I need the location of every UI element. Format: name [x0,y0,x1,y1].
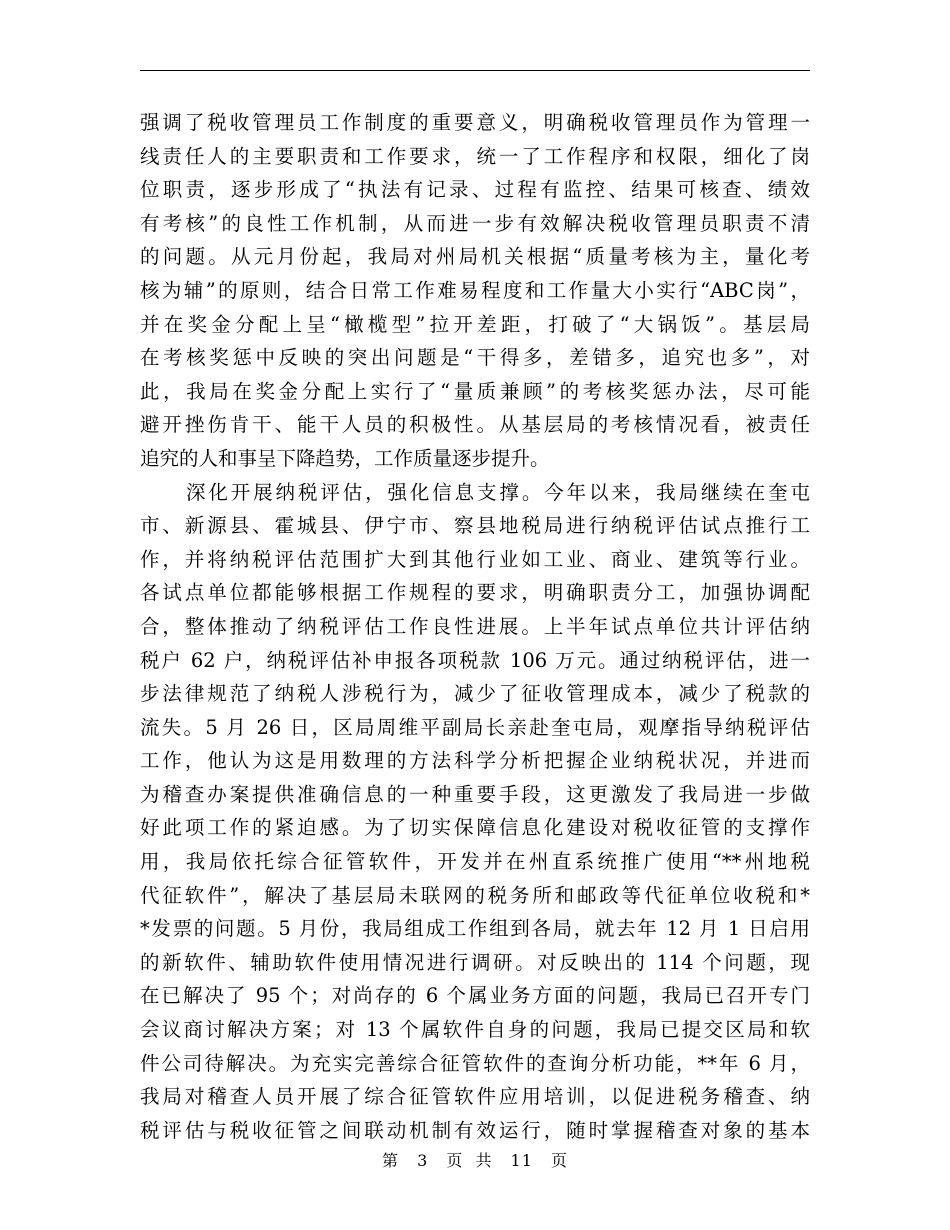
page-footer [0,1148,950,1171]
text-line: 税户 62 户，纳税评估补申报各项税款 106 万元。通过纳税评估，进一 [140,648,810,672]
paragraph-start-line: 深化开展纳税评估，强化信息支撑。今年以来，我局继续在奎屯 [186,480,810,504]
text-line: 并在奖金分配上呈“橄榄型”拉开差距，打破了“大锅饭”。基层局 [140,312,810,336]
text-line: 线责任人的主要职责和工作要求，统一了工作程序和权限，细化了岗 [140,144,810,168]
text-line: 工作，他认为这是用数理的方法科学分析把握企业纳税状况，并进而 [140,749,810,773]
text-line: 各试点单位都能够根据工作规程的要求，明确职责分工，加强协调配 [140,581,810,605]
text-line: 的新软件、辅助软件使用情况进行调研。对反映出的 114 个问题，现 [140,950,810,974]
text-line: 有考核”的良性工作机制，从而进一步有效解决税收管理员职责不清 [140,211,810,235]
text-line: *发票的问题。5 月份，我局组成工作组到各局，就去年 12 月 1 日启用 [140,917,810,941]
footer-middle: 页 共 [446,1151,493,1170]
text-line: 作，并将纳税评估范围扩大到其他行业如工业、商业、建筑等行业。 [140,547,810,571]
footer-suffix: 页 [551,1151,569,1170]
text-line: 为稽查办案提供准确信息的一种重要手段，这更激发了我局进一步做 [140,782,810,806]
text-line: 追究的人和事呈下降趋势，工作质量逐步提升。 [140,446,550,470]
text-line: 位职责，逐步形成了“执法有记录、过程有监控、结果可核查、绩效 [140,178,810,202]
page-number: 3 [417,1151,429,1170]
text-line: 我局对稽查人员开展了综合征管软件应用培训，以促进税务稽查、纳 [140,1085,810,1109]
text-line: 件公司待解决。为充实完善综合征管软件的查询分析功能，**年 6 月， [140,1051,810,1075]
header-rule [140,70,810,71]
text-line: 避开挫伤肯干、能干人员的积极性。从基层局的考核情况看，被责任 [140,413,810,437]
text-line: 用，我局依托综合征管软件，开发并在州直系统推广使用“**州地税 [140,850,810,874]
text-line: 此，我局在奖金分配上实行了“量质兼顾”的考核奖惩办法，尽可能 [140,379,810,403]
text-line: 流失。5 月 26 日，区局周维平副局长亲赴奎屯局，观摩指导纳税评估 [140,715,810,739]
text-line: 在已解决了 95 个；对尚存的 6 个属业务方面的问题，我局已召开专门 [140,984,810,1008]
text-line: 强调了税收管理员工作制度的重要意义，明确税收管理员作为管理一 [140,111,810,134]
text-line: 核为辅”的原则，结合日常工作难易程度和工作量大小实行“ABC岗”， [140,278,810,302]
text-line: 的问题。从元月份起，我局对州局机关根据“质量考核为主，量化考 [140,245,810,269]
text-line: 好此项工作的紧迫感。为了切实保障信息化建设对税收征管的支撑作 [140,816,810,840]
footer-prefix: 第 [381,1151,399,1170]
text-line: 市、新源县、霍城县、伊宁市、察县地税局进行纳税评估试点推行工 [140,514,810,538]
text-line: 税评估与税收征管之间联动机制有效运行，随时掌握稽查对象的基本 [140,1118,810,1142]
text-line: 合，整体推动了纳税评估工作良性进展。上半年试点单位共计评估纳 [140,614,810,638]
page-total: 11 [510,1151,533,1170]
text-line: 在考核奖惩中反映的突出问题是“干得多，差错多，追究也多”，对 [140,346,810,370]
document-body [140,106,810,1147]
text-line: 会议商讨解决方案；对 13 个属软件自身的问题，我局已提交区局和软 [140,1018,810,1042]
text-line: 代征软件”，解决了基层局未联网的税务所和邮政等代征单位收税和* [140,883,810,907]
text-line: 步法律规范了纳税人涉税行为，减少了征收管理成本，减少了税款的 [140,682,810,706]
